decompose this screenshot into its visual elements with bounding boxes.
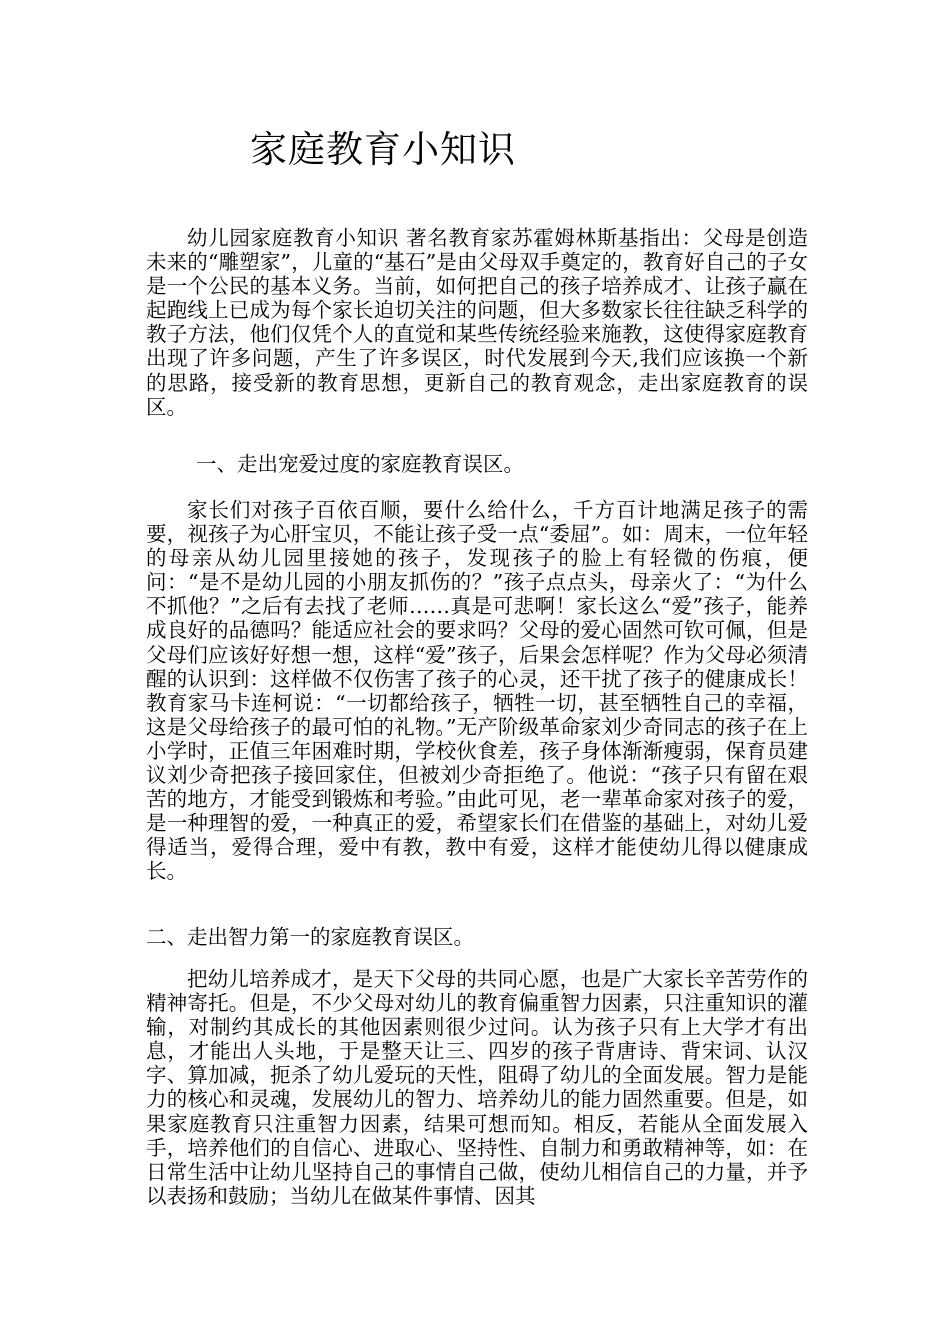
section-body-1: 家长们对孩子百依百顺，要什么给什么，千方百计地满足孩子的需要，视孩子为心肝宝贝，不能让孩子受一点“委屈”。如：周末，一位年轻的母亲从幼儿园里接她的孩子，发现孩子的脸上有轻微的伤痕，便问：“是不是幼儿园的小朋友抓伤的？”孩子点点头，母亲火了：“为什么不抓他？”之后有去找了老师……真是可悲啊！家长这么“爱”孩子，能养成良好的品德吗？能适应社会的要求吗？父母的爱心固然可钦可佩，但是父母们应该好好想一想，这样“爱”孩子，后果会怎样呢？作为父母必须清醒的认识到：这样做不仅伤害了孩子的心灵，还干扰了孩子的健康成长！教育家马卡连柯说：“一切都给孩子，牺牲一切，甚至牺牲自己的幸福，这是父母给孩子的最可怕的礼物。”无产阶级革命家刘少奇同志的孩子在上小学时，正值三年困难时期，学校伙食差，孩子身体渐渐瘦弱，保育员建议刘少奇把孩子接回家住，但被刘少奇拒绝了。他说：“孩子只有留在艰苦的地方，才能受到锻炼和考验。”由此可见，老一辈革命家对孩子的爱，是一种理智的爱，一种真正的爱，希望家长们在借鉴的基础上，对幼儿爱得适当，爱得合理，爱中有教，教中有爱，这样才能使幼儿得以健康成长。: [146, 498, 808, 884]
section-heading-2: 二、走出智力第一的家庭教育误区。: [146, 925, 474, 949]
intro-paragraph: 幼儿园家庭教育小知识 著名教育家苏霍姆林斯基指出：父母是创造未来的“雕塑家”，儿童的“基石”是由父母双手奠定的，教育好自己的子女是一个公民的基本义务。当前，如何把自己的孩子培养成才、让孩子赢在起跑线上已成为每个家长迫切关注的问题，但大多数家长往往缺乏科学的教子方法，他们仅凭个人的直觉和某些传统经验来施教，这使得家庭教育出现了许多问题，产生了许多误区，时代发展到今天,我们应该换一个新的思路，接受新的教育思想，更新自己的教育观念，走出家庭教育的误区。: [146, 226, 808, 419]
section-body-2: 把幼儿培养成才，是天下父母的共同心愿，也是广大家长辛苦劳作的精神寄托。但是，不少父母对幼儿的教育偏重智力因素，只注重知识的灌输，对制约其成长的其他因素则很少过问。认为孩子只有上大学才有出息，才能出人头地，于是整天让三、四岁的孩子背唐诗、背宋词、认汉字、算加减，扼杀了幼儿爱玩的天性，阻碍了幼儿的全面发展。智力是能力的核心和灵魂，发展幼儿的智力、培养幼儿的能力固然重要。但是，如果家庭教育只注重智力因素，结果可想而知。相反，若能从全面发展入手，培养他们的自信心、进取心、坚持性、自制力和勇敢精神等，如：在日常生活中让幼儿坚持自己的事情自己做，使幼儿相信自己的力量，并予以表扬和鼓励；当幼儿在做某件事情、因其: [146, 967, 808, 1208]
document-title: 家庭教育小知识: [250, 128, 516, 171]
section-heading-1: 一、走出宠爱过度的家庭教育误区。: [196, 452, 524, 476]
